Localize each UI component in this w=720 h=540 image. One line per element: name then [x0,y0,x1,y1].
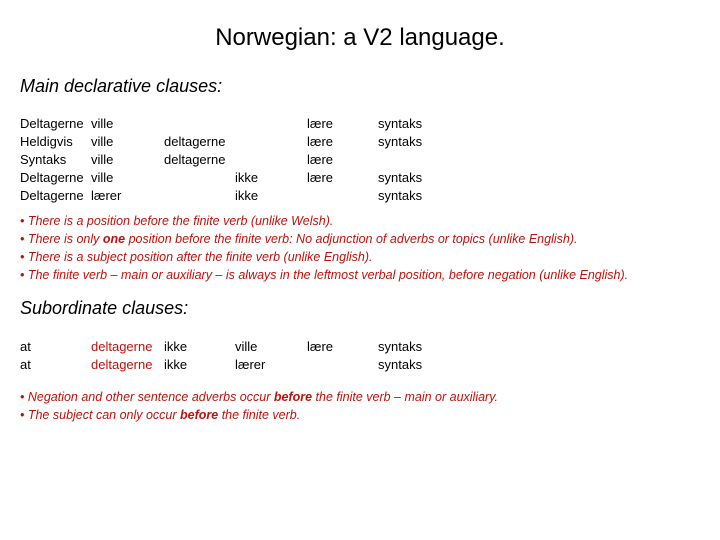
main-row-3-word-2: ville [91,152,114,167]
main-row-4-word-1: Deltagerne [20,170,84,185]
main-clauses-notes [20,212,628,284]
main-row-2-word-6: syntaks [378,134,423,149]
sub-row-2-word-4: lærer [235,357,266,372]
main-row-3-word-3: deltagerne [164,152,226,167]
sub-row-1-word-3: ikke [164,339,188,354]
note-text: • Negation and other sentence adverbs occur [20,390,274,404]
main-row-2-word-3: deltagerne [164,134,226,149]
main-row-5-word-2: lærer [91,188,122,203]
main-row-3-word-5: lære [307,152,334,167]
main-row-2-word-1: Heldigvis [20,134,73,149]
note-text: the finite verb. [218,408,301,422]
main-note-3 [20,248,628,266]
main-row-4-word-2: ville [91,170,114,185]
sub-row-2-word-2: deltagerne [91,357,153,372]
main-row-4-word-5: lære [307,170,334,185]
main-row-1-word-5: lære [307,116,334,131]
main-row-2-word-5: lære [307,134,334,149]
sub-row-2-word-1: at [20,357,31,372]
note-emphasis: before [273,390,313,404]
sub-note-1 [20,388,498,406]
sub-note-2 [20,406,498,424]
note-text: • There is only [20,232,103,246]
main-row-5-word-6: syntaks [378,188,423,203]
main-row-1-word-1: Deltagerne [20,116,84,131]
main-row-5-word-1: Deltagerne [20,188,84,203]
note-emphasis: one [102,232,126,246]
subordinate-clauses-notes [20,388,498,424]
main-clauses-heading: Main declarative clauses: [20,76,223,96]
main-note-4 [20,266,628,284]
main-row-1-word-2: ville [91,116,114,131]
main-row-2-word-2: ville [91,134,114,149]
note-text: the finite verb – main or auxiliary. [312,390,499,404]
subordinate-clauses-heading: Subordinate clauses: [20,298,189,318]
sub-row-1-word-1: at [20,339,31,354]
sub-row-1-word-2: deltagerne [91,339,153,354]
main-note-2 [20,230,628,248]
sub-row-2-word-3: ikke [164,357,188,372]
sub-row-2-word-6: syntaks [378,357,423,372]
note-text: • The finite verb – main or auxiliary – is always in the leftmost verbal position, before negation (unlike English). [20,268,629,282]
main-row-4-word-4: ikke [235,170,259,185]
main-row-4-word-6: syntaks [378,170,423,185]
sub-row-1-word-4: ville [235,339,258,354]
sub-row-1-word-6: syntaks [378,339,423,354]
main-row-3-word-1: Syntaks [20,152,67,167]
sub-row-1-word-5: lære [307,339,334,354]
main-row-1-word-6: syntaks [378,116,423,131]
slide-title: Norwegian: a V2 language. [215,24,505,51]
note-text: position before the finite verb: No adjunction of adverbs or topics (unlike English). [125,232,578,246]
note-text: • There is a subject position after the finite verb (unlike English). [20,250,373,264]
note-text: • The subject can only occur [20,408,181,422]
note-text: • There is a position before the finite verb (unlike Welsh). [20,214,334,228]
note-emphasis: before [180,408,219,422]
main-note-1 [20,212,628,230]
main-row-5-word-4: ikke [235,188,259,203]
